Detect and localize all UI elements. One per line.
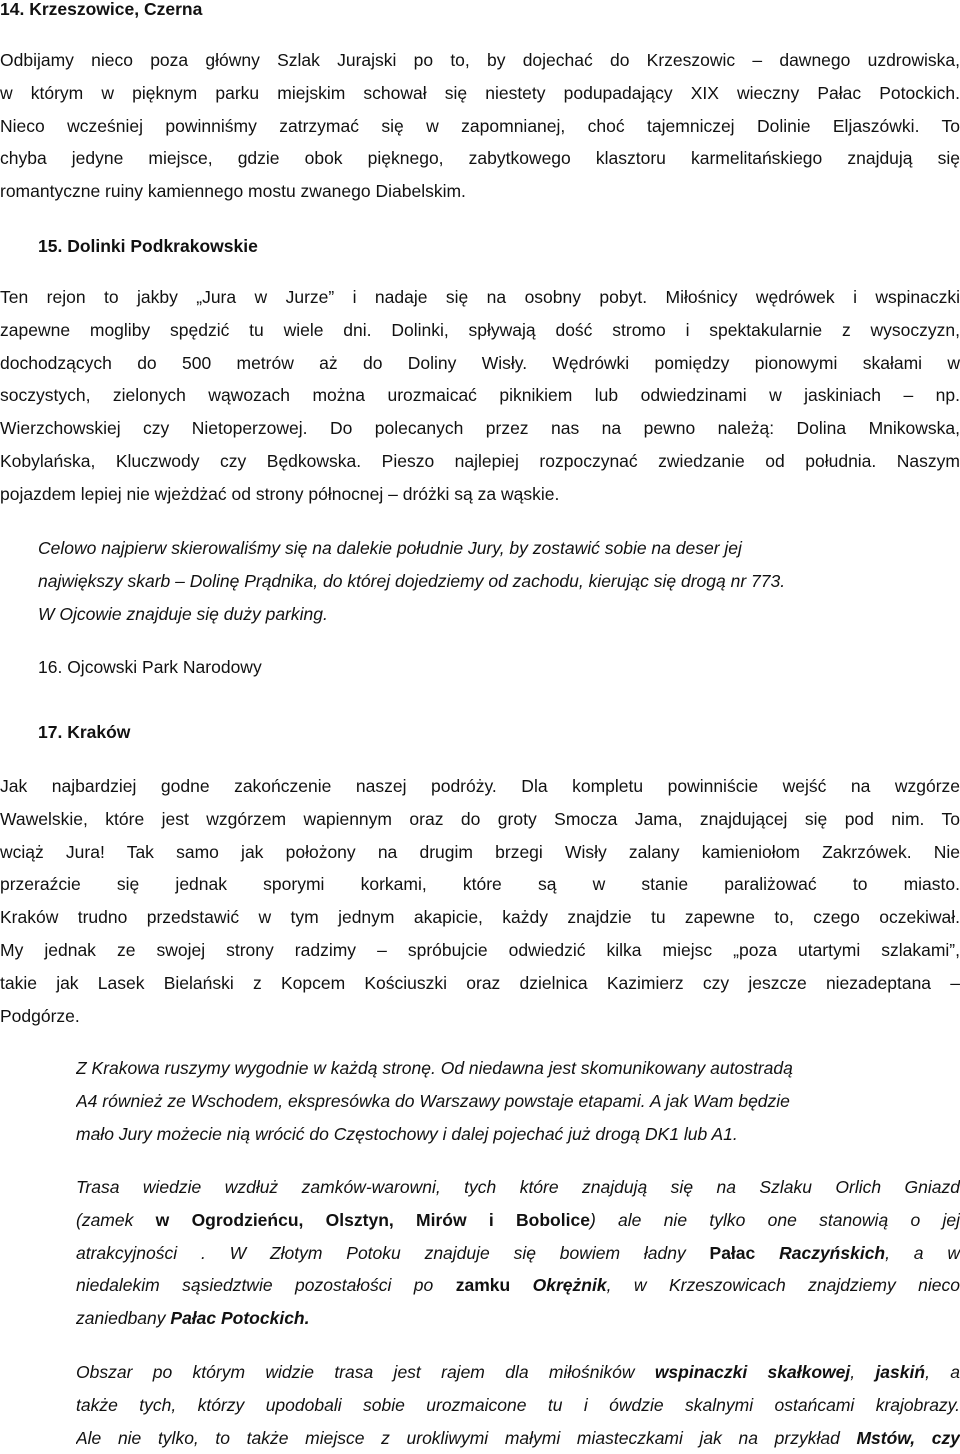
palace-name: Raczyńskich <box>779 1242 886 1263</box>
krakow-travel-note <box>76 1052 960 1150</box>
note-line <box>76 1269 960 1302</box>
palace-potockich: Pałac Potockich. <box>170 1308 310 1329</box>
paragraph-line: Wierzchowskiej czy Nietoperzowej. Do polecanych przez nas na pewno należą: Dolina Mnikowska, <box>0 418 960 439</box>
paragraph-line: Kraków trudno przedstawić w tym jednym akapicie, każdy znajdzie tu zapewne to, czego oczekiwał. <box>0 907 960 928</box>
castle-names: w Ogrodzieńcu, Olsztyn, Mirów i Bobolice <box>155 1209 590 1230</box>
paragraph-line: w którym w pięknym parku miejskim schował się niestety podupadający XIX wieczny Pałac Potockich. <box>0 82 960 103</box>
paragraph-line: romantyczne ruiny kamiennego mostu zwanego Diabelskim. <box>0 181 466 202</box>
paragraph-line: My jednak ze swojej strony radzimy – spróbujcie odwiedzić kilka miejsc „poza utartymi szlakami”, <box>0 939 960 960</box>
paragraph-line: Odbijamy nieco poza główny Szlak Jurajski po to, by dojechać do Krzeszowic – dawnego uzdrowiska, <box>0 50 960 70</box>
paragraph-line: Jak najbardziej godne zakończenie naszej podróży. Dla kompletu powinniście wejść na wzgórze <box>0 776 960 796</box>
text-run <box>510 1275 532 1295</box>
text-run: , <box>850 1362 876 1382</box>
paragraph-line: chyba jedyne miejsce, gdzie obok pięknego, zabytkowego klasztoru karmelitańskiego znajdują się <box>0 148 960 169</box>
section-17-paragraph <box>0 770 960 1032</box>
area-note <box>76 1356 960 1454</box>
section-16-heading: 16. Ojcowski Park Narodowy <box>38 657 262 677</box>
note-line <box>76 1204 960 1237</box>
paragraph-line: Wawelskie, które jest wzgórzem wapiennym oraz do groty Smocza Jama, znajdującej się pod nim. To <box>0 808 960 829</box>
text-run: atrakcyjności . W Złotym Potoku znajduje się bowiem ładny <box>76 1242 710 1263</box>
paragraph-line: zapewne mogliby spędzić tu wiele dni. Dolinki, spływają dość stromo i spektakularnie z wysoczyzn, <box>0 319 960 340</box>
paragraph-line: Ten rejon to jakby „Jura w Jurze” i nadaje się na osobny pobyt. Miłośnicy wędrówek i wspinaczki <box>0 287 960 307</box>
text-run <box>755 1243 779 1263</box>
paragraph-line: pojazdem lepiej nie wjeżdżać od strony północnej – dróżki są za wąskie. <box>0 483 560 504</box>
note-line: największy skarb – Dolinę Prądnika, do której dojedziemy od zachodu, kierując się drogą nr 773. <box>38 570 786 591</box>
castle-word: zamku <box>455 1275 511 1296</box>
section-14-heading: 14. Krzeszowice, Czerna <box>0 0 203 19</box>
note-line: także tych, którzy upodobali sobie urozmaicone tu i ówdzie skalnymi ostańcami krajobrazy. <box>76 1394 960 1415</box>
section-15-note <box>38 532 960 630</box>
note-line: mało Jury możecie nią wrócić do Częstochowy i dalej pojechać już drogą DK1 lub A1. <box>76 1123 738 1144</box>
section-15-heading: 15. Dolinki Podkrakowskie <box>38 236 258 256</box>
paragraph-line: soczystych, zielonych wąwozach można urozmaicać piknikiem lub odwiedzinami w jaskiniach – np. <box>0 385 960 406</box>
note-line: Trasa wiedzie wzdłuż zamków-warowni, tych które znajdują się na Szlaku Orlich Gniazd <box>76 1177 960 1197</box>
paragraph-line: wciąż Jura! Tak samo jak położony na drugim brzegi Wisły zalany kamieniołom Zakrzówek. Nie <box>0 841 960 862</box>
text-run: zaniedbany <box>76 1308 171 1329</box>
text-run: , a w <box>885 1242 960 1263</box>
text-run: Obszar po którym widzie trasa jest rajem dla miłośników <box>76 1362 655 1382</box>
section-17-name: Kraków <box>67 722 131 742</box>
note-line: A4 również ze Wschodem, ekspresówka do Warszawy powstaje etapami. A jak Wam będzie <box>76 1090 790 1111</box>
paragraph-line: Kobylańska, Kluczwody czy Będkowska. Pieszo najlepiej rozpoczynać zwiedzanie od południa. Naszym <box>0 450 960 471</box>
town-names: Mstów, czy <box>856 1427 960 1448</box>
text-run: ) ale nie tylko one stanowią o jej <box>589 1209 960 1230</box>
paragraph-line: Podgórze. <box>0 1005 80 1026</box>
castle-name: Okrężnik <box>532 1275 607 1296</box>
paragraph-line: dochodzących do 500 metrów aż do Doliny Wisły. Wędrówki pomiędzy pionowymi skałami w <box>0 352 960 373</box>
route-note <box>76 1171 960 1335</box>
paragraph-line: Nieco wcześniej powinniśmy zatrzymać się w zapomnianej, choć tajemniczej Dolinie Eljaszówki. To <box>0 115 960 136</box>
note-line: W Ojcowie znajduje się duży parking. <box>38 603 328 624</box>
text-run: Ale nie tylko, to także miejsce z urokliwymi małymi miasteczkami jak na przykład <box>76 1427 857 1448</box>
text-run: , w Krzeszowicach znajdziemy nieco <box>606 1275 960 1296</box>
section-14-paragraph <box>0 44 960 208</box>
section-15-paragraph <box>0 281 960 511</box>
note-line <box>76 1422 960 1454</box>
climbing-term: wspinaczki skałkowej <box>654 1362 851 1382</box>
section-17-number: 17. <box>38 722 63 742</box>
note-line: Z Krakowa ruszymy wygodnie w każdą stronę. Od niedawna jest skomunikowany autostradą <box>76 1058 793 1078</box>
note-line <box>76 1356 960 1389</box>
paragraph-line: takie jak Lasek Bielański z Kopcem Kościuszki oraz dzielnica Kazimierz czy jeszcze niezadeptana – <box>0 972 960 993</box>
caves-term: jaskiń <box>875 1362 926 1382</box>
section-17-heading <box>38 719 960 745</box>
palace-word: Pałac <box>709 1242 756 1263</box>
text-run: , a <box>925 1362 960 1382</box>
note-line <box>76 1237 960 1270</box>
text-run: niedalekim sąsiedztwie pozostałości po <box>76 1275 456 1296</box>
note-line: Celowo najpierw skierowaliśmy się na dalekie południe Jury, by zostawić sobie na deser jej <box>38 538 742 558</box>
paragraph-line: przeraźcie się jednak sporymi korkami, które są w stanie paraliżować to miasto. <box>0 874 960 895</box>
note-line <box>76 1302 960 1335</box>
text-run: (zamek <box>76 1209 156 1230</box>
